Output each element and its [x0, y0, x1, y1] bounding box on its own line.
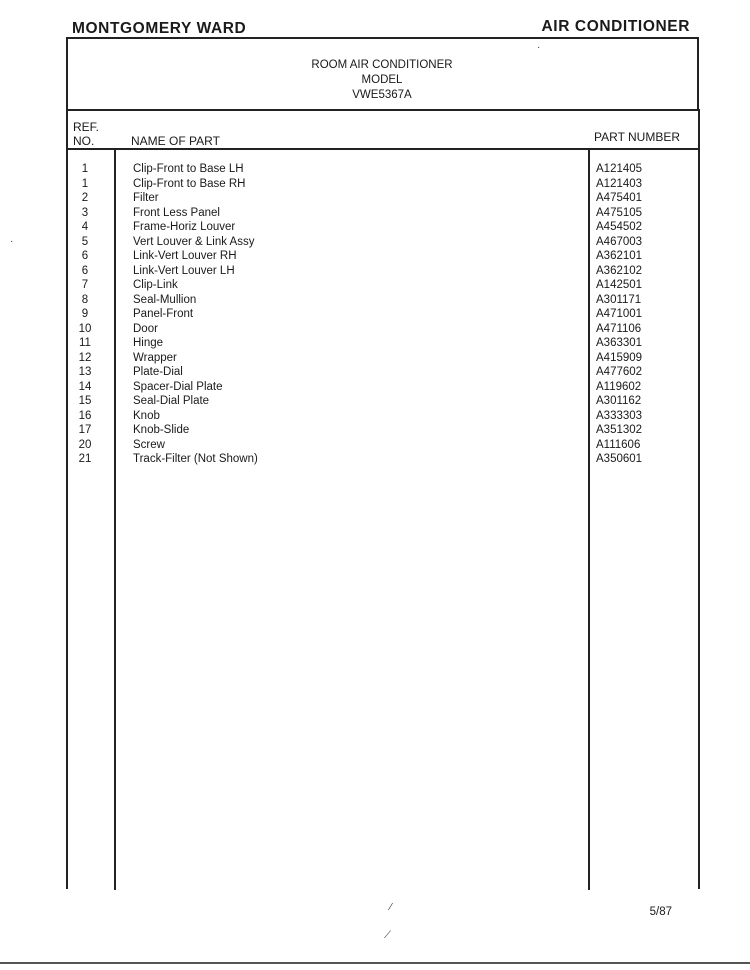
- title-line-1: ROOM AIR CONDITIONER: [311, 59, 453, 71]
- part-number-cell: A301171: [596, 293, 642, 306]
- ref-no-header: [73, 120, 99, 148]
- table-row: [0, 438, 750, 453]
- part-name-cell: Clip-Link: [133, 279, 178, 291]
- table-row: [0, 452, 750, 467]
- scan-speck: ·: [10, 236, 14, 247]
- part-number-cell: A477602: [596, 366, 643, 378]
- table-row: [0, 235, 750, 250]
- ref-no-cell: 15: [78, 395, 92, 407]
- table-row: [0, 409, 750, 424]
- ref-no-cell: 17: [78, 424, 92, 436]
- handwritten-mark: ⟋: [384, 930, 391, 941]
- table-row: [0, 322, 750, 337]
- table-row: [0, 191, 750, 206]
- ref-no-cell: 1: [81, 163, 89, 175]
- part-number-cell: A119602: [596, 380, 642, 393]
- ref-header-line-2: NO.: [73, 134, 95, 148]
- table-row: [0, 380, 750, 395]
- ref-no-cell: 3: [81, 206, 89, 219]
- part-name-cell: Front Less Panel: [133, 206, 220, 219]
- handwritten-mark: ⁄: [390, 902, 392, 913]
- part-number-cell: A333303: [596, 409, 643, 422]
- title-line-2: MODEL: [361, 74, 403, 86]
- ref-no-cell: 8: [81, 293, 89, 306]
- part-number-cell: A351302: [596, 424, 643, 436]
- revision-date: 5/87: [649, 906, 672, 918]
- part-name-cell: Link-Vert Louver LH: [133, 264, 235, 277]
- part-name-cell: Spacer-Dial Plate: [133, 380, 223, 393]
- table-row: [0, 293, 750, 308]
- product-category: AIR CONDITIONER: [541, 18, 690, 35]
- table-row: [0, 307, 750, 322]
- ref-no-cell: 20: [78, 438, 92, 451]
- table-row: [0, 264, 750, 279]
- table-row: [0, 394, 750, 409]
- brand-name: MONTGOMERY WARD: [72, 20, 247, 37]
- part-name-cell: Plate-Dial: [133, 366, 183, 378]
- title-block: [66, 58, 698, 103]
- part-name-cell: Wrapper: [133, 351, 177, 364]
- ref-no-cell: 14: [78, 380, 92, 393]
- part-name-cell: Door: [133, 322, 158, 335]
- table-row: [0, 177, 750, 192]
- table-row: [0, 278, 750, 293]
- table-row: [0, 365, 750, 380]
- table-row: [0, 336, 750, 351]
- ref-header-line-1: REF.: [73, 120, 100, 134]
- ref-no-cell: 21: [78, 453, 92, 465]
- name-of-part-header: NAME OF PART: [131, 134, 220, 148]
- part-name-cell: Knob: [133, 409, 160, 422]
- part-name-cell: Frame-Horiz Louver: [133, 221, 236, 233]
- ref-no-cell: 16: [78, 409, 92, 422]
- ref-no-cell: 9: [81, 308, 89, 320]
- part-name-cell: Filter: [133, 192, 159, 204]
- part-number-cell: A475401: [596, 192, 643, 204]
- header-divider: [66, 148, 699, 150]
- ref-no-cell: 12: [78, 351, 92, 364]
- ref-no-cell: 5: [81, 235, 89, 248]
- table-row: [0, 423, 750, 438]
- part-name-cell: Hinge: [133, 337, 164, 349]
- part-number-cell: A362101: [596, 250, 643, 262]
- part-name-cell: Track-Filter (Not Shown): [133, 453, 258, 465]
- part-number-cell: A471106: [596, 322, 642, 335]
- ref-no-cell: 7: [81, 279, 89, 291]
- scan-speck: ·: [537, 42, 541, 53]
- part-number-cell: A454502: [596, 221, 643, 233]
- part-name-cell: Clip-Front to Base LH: [133, 163, 244, 175]
- table-row: [0, 220, 750, 235]
- part-number-cell: A363301: [596, 337, 643, 349]
- part-name-cell: Seal-Dial Plate: [133, 395, 210, 407]
- part-name-cell: Knob-Slide: [133, 424, 190, 436]
- ref-no-cell: 13: [78, 366, 92, 378]
- table-row: [0, 162, 750, 177]
- part-number-cell: A475105: [596, 206, 643, 219]
- part-number-cell: A467003: [596, 235, 643, 248]
- part-number-header: PART NUMBER: [594, 130, 681, 144]
- part-name-cell: Clip-Front to Base RH: [133, 177, 246, 190]
- ref-no-cell: 6: [81, 250, 89, 262]
- top-rule: [66, 37, 699, 39]
- part-number-cell: A301162: [596, 395, 642, 407]
- part-number-cell: A350601: [596, 453, 643, 465]
- title-divider: [66, 109, 699, 111]
- part-number-cell: A362102: [596, 264, 643, 277]
- ref-no-cell: 11: [79, 337, 91, 349]
- model-number: VWE5367A: [352, 89, 412, 101]
- ref-no-cell: 6: [81, 264, 89, 277]
- part-name-cell: Seal-Mullion: [133, 293, 197, 306]
- ref-no-cell: 2: [81, 192, 89, 204]
- ref-no-cell: 10: [78, 322, 92, 335]
- part-name-cell: Screw: [133, 438, 165, 451]
- part-number-cell: A142501: [596, 279, 643, 291]
- ref-no-cell: 4: [81, 221, 89, 233]
- part-name-cell: Vert Louver & Link Assy: [133, 235, 255, 248]
- part-number-cell: A121405: [596, 163, 643, 175]
- part-name-cell: Link-Vert Louver RH: [133, 250, 237, 262]
- part-number-cell: A121403: [596, 177, 643, 190]
- table-row: [0, 249, 750, 264]
- table-row: [0, 206, 750, 221]
- part-name-cell: Panel-Front: [133, 308, 194, 320]
- ref-no-cell: 1: [81, 177, 89, 190]
- part-number-cell: A415909: [596, 351, 643, 364]
- table-row: [0, 351, 750, 366]
- part-number-cell: A471001: [596, 308, 643, 320]
- bottom-rule: [0, 962, 750, 964]
- part-number-cell: A111606: [596, 438, 641, 451]
